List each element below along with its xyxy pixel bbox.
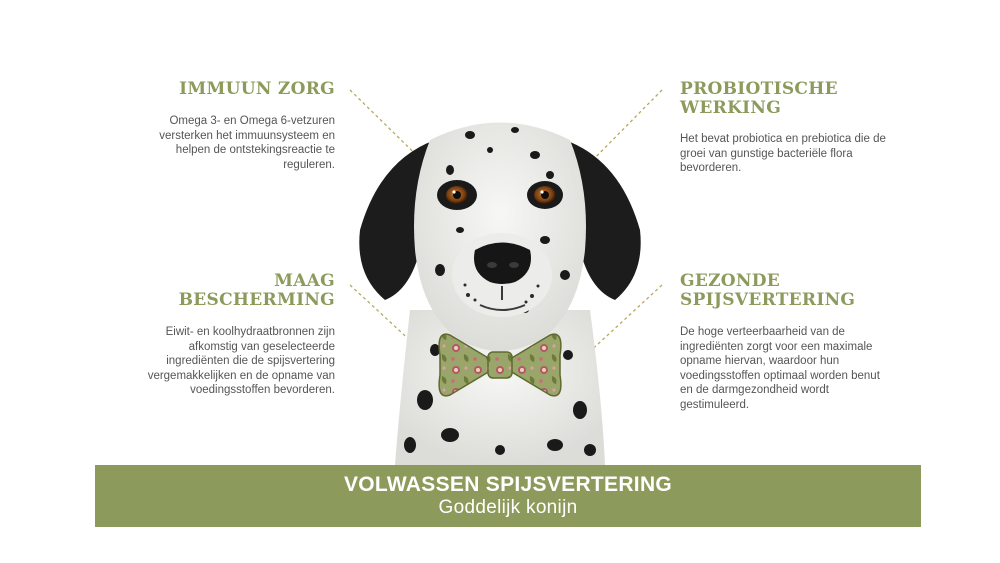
dalmatian-dog-icon — [340, 100, 660, 465]
maag-heading-line2: BESCHERMING — [178, 290, 335, 310]
probio-heading-line2: WERKING — [680, 98, 782, 118]
immuun-zorg-heading: IMMUUN ZORG — [179, 79, 335, 99]
dalmatian-dog-image — [340, 100, 660, 465]
maag-bescherming-heading — [150, 272, 335, 310]
gezonde-spijsvertering-heading — [680, 272, 880, 310]
probiotische-werking-heading — [680, 80, 880, 118]
gezond-heading-line2: SPIJSVERTERING — [680, 290, 856, 310]
probio-heading-line1: PROBIOTISCHE — [680, 79, 838, 99]
banner-title: VOLWASSEN SPIJSVERTERING — [343, 473, 673, 496]
gezonde-spijsvertering-text: De hoge verteerbaarheid van de ingrediënten zorgt voor een maximale opname hiervan, waardoor hun voedingsstoffen optimaal worden benut en de darmgezondheid wordt gestimuleerd. — [680, 326, 880, 411]
product-banner — [95, 465, 921, 527]
maag-heading-line1: MAAG — [274, 271, 335, 291]
maag-bescherming-text: Eiwit- en koolhydraatbronnen zijn afkomstig van geselecteerde ingrediënten die de spijsvertering vergemakkelijken en de opname van voedingsstoffen bevorderen. — [147, 326, 335, 397]
banner-subtitle: Goddelijk konijn — [438, 497, 578, 518]
immuun-zorg-text: Omega 3- en Omega 6-vetzuren versterken het immuunsysteem en helpen de ontstekingsreactie te reguleren. — [159, 115, 335, 171]
gezond-heading-line1: GEZONDE — [680, 271, 781, 291]
probiotische-werking-text: Het bevat probiotica en prebiotica die de groei van gunstige bacteriële flora bevorderen. — [680, 133, 886, 175]
